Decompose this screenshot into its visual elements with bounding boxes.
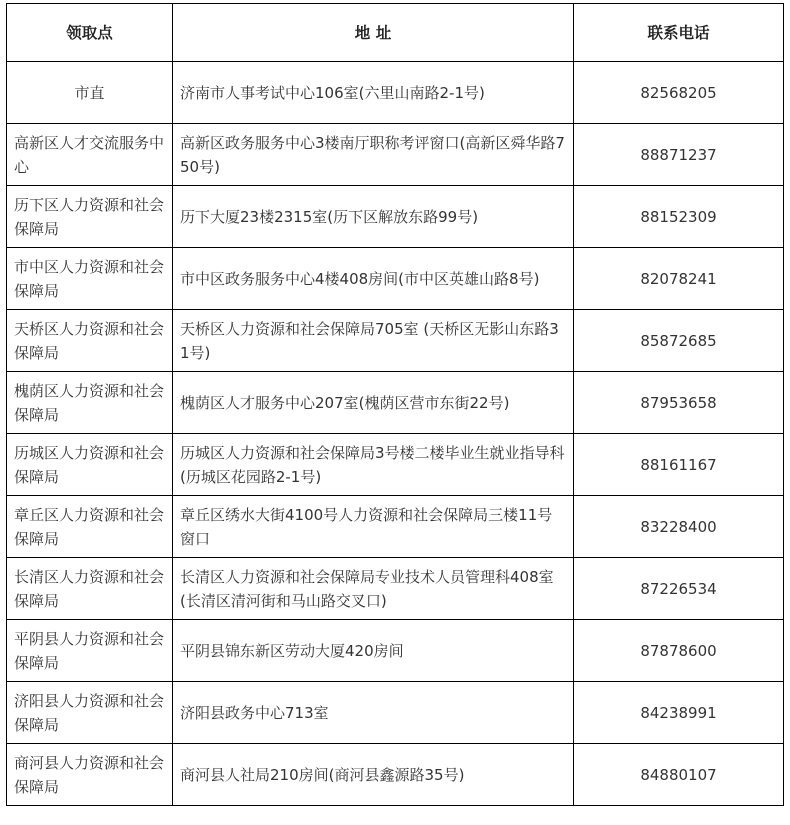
cell-address: 长清区人力资源和社会保障局专业技术人员管理科408室(长清区清河街和马山路交叉口): [173, 558, 574, 620]
cell-phone: 84238991: [574, 682, 784, 744]
cell-phone: 82568205: [574, 62, 784, 124]
cell-location: 平阴县人力资源和社会保障局: [7, 620, 173, 682]
cell-phone: 88871237: [574, 124, 784, 186]
cell-phone: 84880107: [574, 744, 784, 806]
cell-address: 济南市人事考试中心106室(六里山南路2-1号): [173, 62, 574, 124]
cell-address: 历城区人力资源和社会保障局3号楼二楼毕业生就业指导科 (历城区花园路2-1号): [173, 434, 574, 496]
table-row: [7, 558, 784, 620]
header-phone: 联系电话: [574, 4, 784, 62]
cell-address: 市中区政务服务中心4楼408房间(市中区英雄山路8号): [173, 248, 574, 310]
cell-address: 历下大厦23楼2315室(历下区解放东路99号): [173, 186, 574, 248]
cell-address: 济阳县政务中心713室: [173, 682, 574, 744]
table-row: [7, 310, 784, 372]
table-row: [7, 248, 784, 310]
cell-phone: 82078241: [574, 248, 784, 310]
table-row: [7, 62, 784, 124]
cell-location: 历下区人力资源和社会保障局: [7, 186, 173, 248]
cell-location: 长清区人力资源和社会保障局: [7, 558, 173, 620]
cell-location: 市直: [7, 62, 173, 124]
cell-phone: 88152309: [574, 186, 784, 248]
cell-address: 高新区政务服务中心3楼南厅职称考评窗口(高新区舜华路750号): [173, 124, 574, 186]
table-row: [7, 744, 784, 806]
cell-phone: 83228400: [574, 496, 784, 558]
cell-phone: 87878600: [574, 620, 784, 682]
header-address: 地 址: [173, 4, 574, 62]
cell-location: 天桥区人力资源和社会保障局: [7, 310, 173, 372]
header-location: 领取点: [7, 4, 173, 62]
table-row: [7, 372, 784, 434]
cell-address: 章丘区绣水大街4100号人力资源和社会保障局三楼11号窗口: [173, 496, 574, 558]
table-header-row: [7, 4, 784, 62]
cell-address: 平阴县锦东新区劳动大厦420房间: [173, 620, 574, 682]
cell-address: 商河县人社局210房间(商河县鑫源路35号): [173, 744, 574, 806]
cell-phone: 85872685: [574, 310, 784, 372]
cell-location: 商河县人力资源和社会保障局: [7, 744, 173, 806]
cell-location: 章丘区人力资源和社会保障局: [7, 496, 173, 558]
cell-phone: 87953658: [574, 372, 784, 434]
table-row: [7, 186, 784, 248]
cell-location: 槐荫区人力资源和社会保障局: [7, 372, 173, 434]
table-row: [7, 124, 784, 186]
cell-location: 济阳县人力资源和社会保障局: [7, 682, 173, 744]
cell-phone: 87226534: [574, 558, 784, 620]
pickup-locations-table: [6, 3, 784, 806]
cell-location: 高新区人才交流服务中心: [7, 124, 173, 186]
cell-phone: 88161167: [574, 434, 784, 496]
cell-location: 历城区人力资源和社会保障局: [7, 434, 173, 496]
cell-location: 市中区人力资源和社会保障局: [7, 248, 173, 310]
table-row: [7, 496, 784, 558]
cell-address: 槐荫区人才服务中心207室(槐荫区营市东街22号): [173, 372, 574, 434]
table-row: [7, 434, 784, 496]
table-row: [7, 682, 784, 744]
table-row: [7, 620, 784, 682]
cell-address: 天桥区人力资源和社会保障局705室 (天桥区无影山东路31号): [173, 310, 574, 372]
